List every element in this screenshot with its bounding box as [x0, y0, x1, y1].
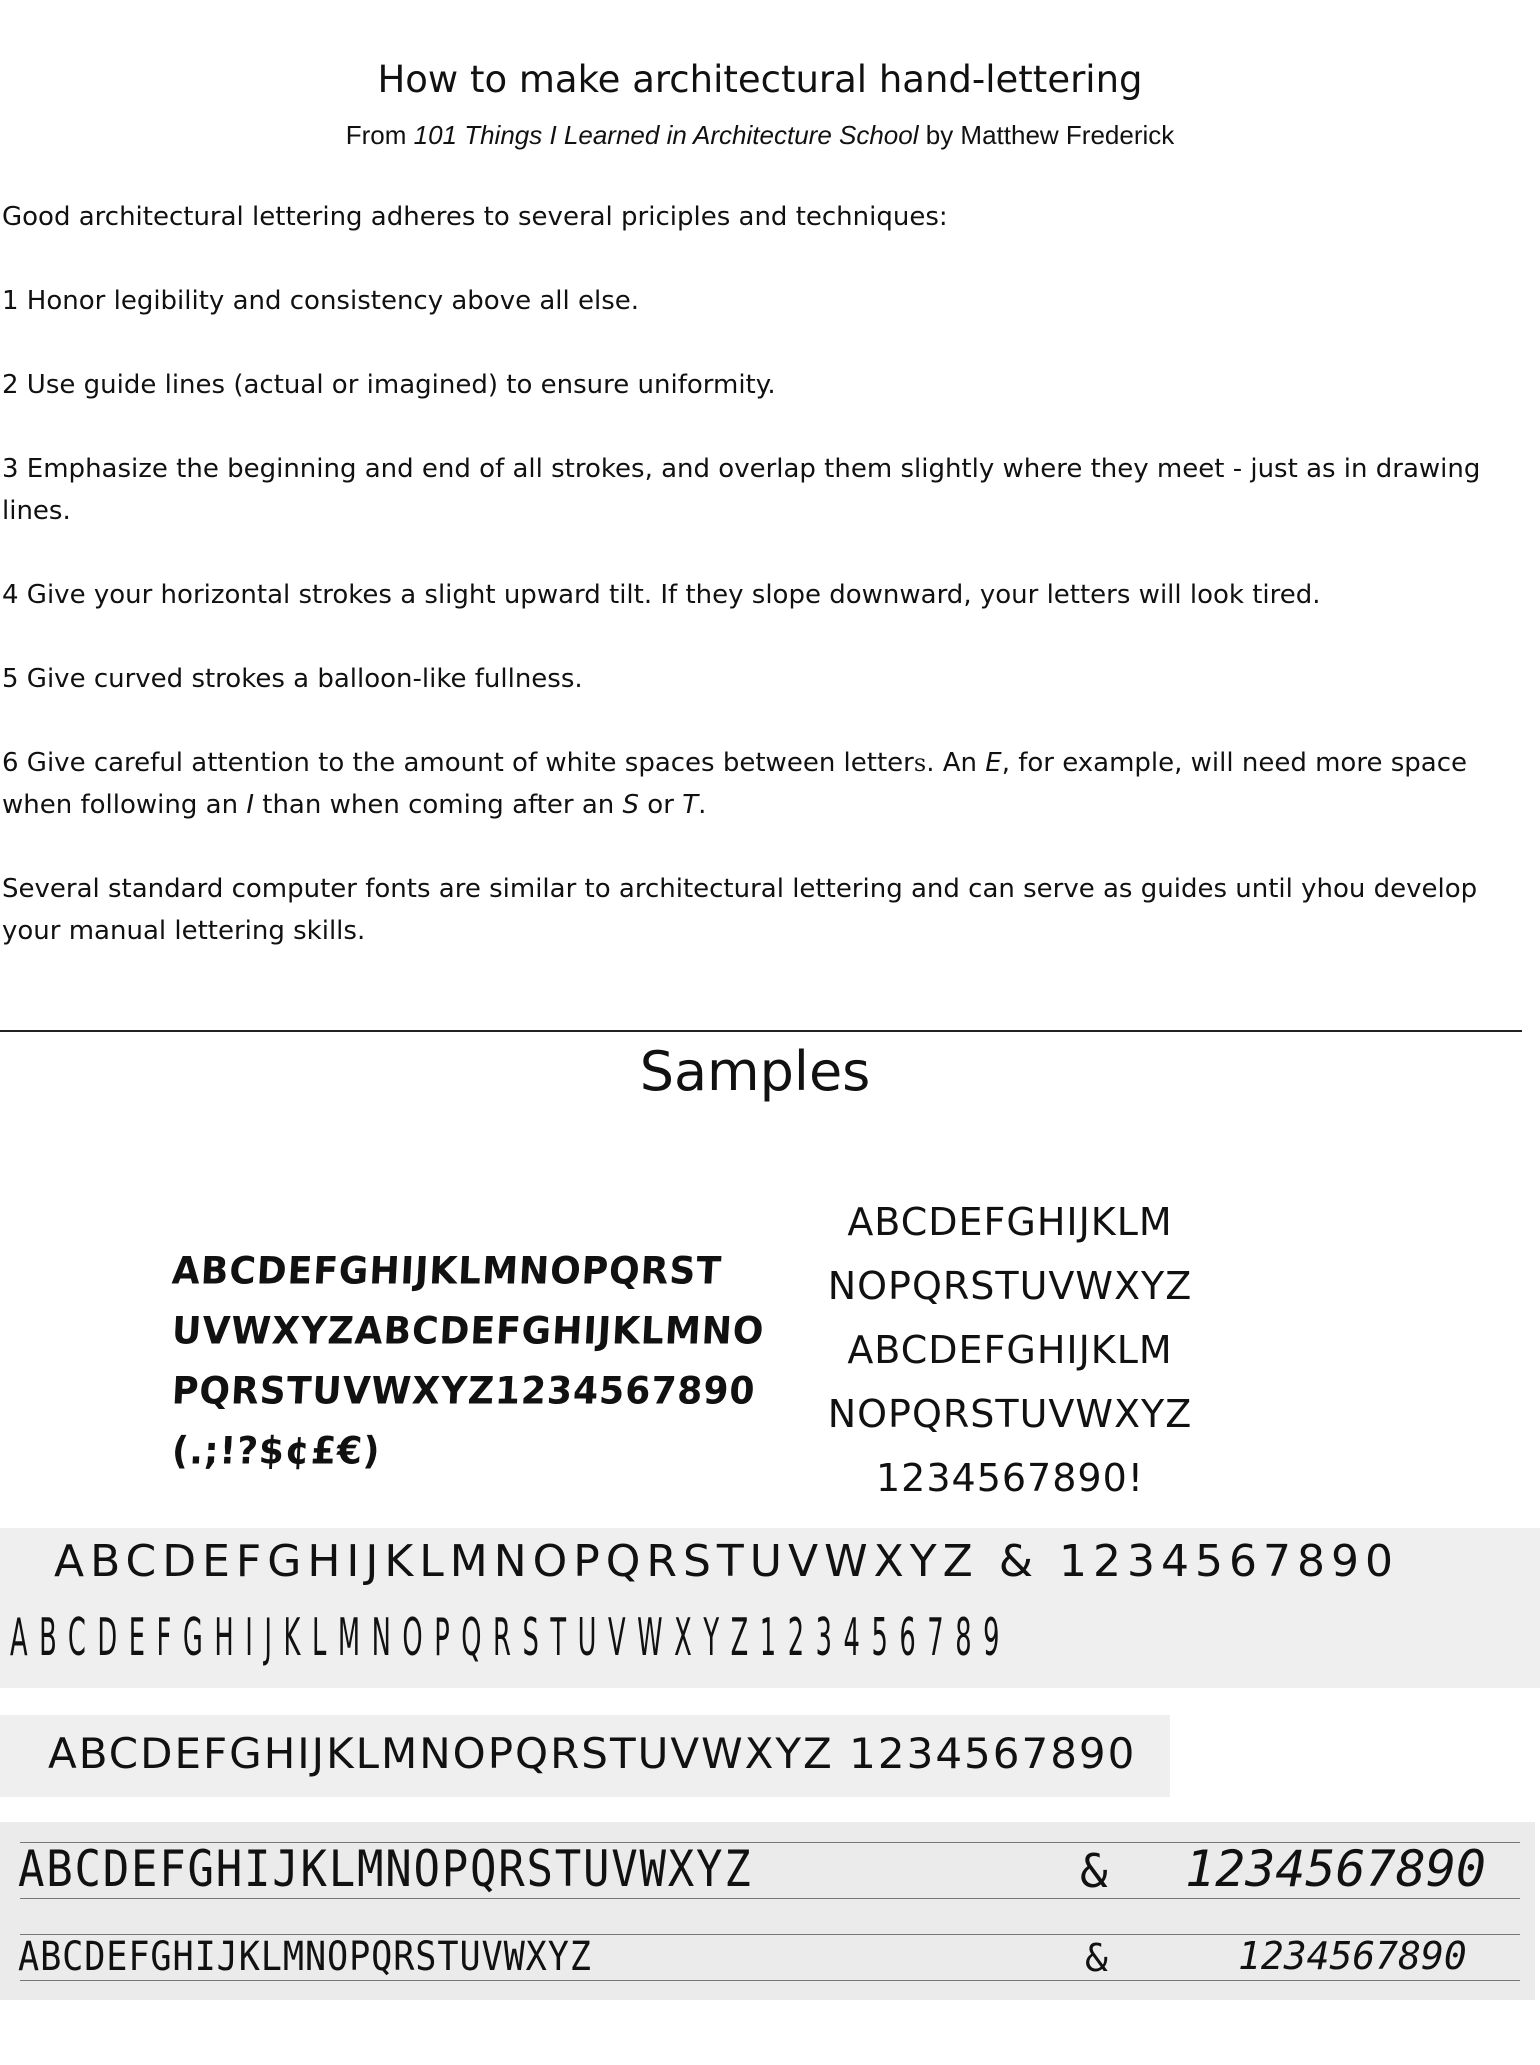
- p6-letter-i: I: [246, 790, 254, 820]
- sample-a-line: UVWXYZABCDEFGHIJKLMNO: [170, 1309, 766, 1353]
- strip3-numbers-1: 1234567890: [1185, 1840, 1487, 1898]
- sample-b-line: 1234567890!: [875, 1456, 1144, 1500]
- samples-heading: Samples: [639, 1040, 871, 1103]
- principle-5: 5 Give curved strokes a balloon-like fullness.: [2, 664, 583, 694]
- p6-text: or: [639, 790, 683, 820]
- sample-b-line: ABCDEFGHIJKLM: [847, 1328, 1173, 1372]
- closing-paragraph: Several standard computer fonts are similar to architectural lettering and can serve as guides until yhou develop your manual lettering skills.: [2, 874, 1478, 946]
- guide-line: [20, 1898, 1520, 1899]
- sample-strip-1: [0, 1528, 1540, 1688]
- guide-line: [20, 1980, 1520, 1981]
- section-divider: [0, 1030, 1522, 1032]
- strip3-line-2: ABCDEFGHIJKLMNOPQRSTUVWXYZ: [18, 1934, 592, 1980]
- body-text: [2, 196, 1502, 994]
- sample-a-line: (.;!?$¢£€): [170, 1429, 382, 1473]
- p6-text: , for example, will need more space when following an: [2, 748, 1467, 820]
- principle-1: 1 Honor legibility and consistency above all else.: [2, 286, 640, 316]
- subtitle-suffix: by Matthew Frederick: [918, 120, 1175, 150]
- sample-a: [172, 1242, 764, 1482]
- principle-4: 4 Give your horizontal strokes a slight upward tilt. If they slope downward, your letters will look tired.: [2, 580, 1321, 610]
- subtitle-prefix: From: [345, 120, 414, 150]
- sample-strip-3: [0, 1822, 1535, 2000]
- sample-a-line: PQRSTUVWXYZ1234567890: [170, 1369, 757, 1413]
- principle-3: 3 Emphasize the beginning and end of all strokes, and overlap them slightly where they meet - just as in drawing lines.: [2, 454, 1481, 526]
- sample-b-line: ABCDEFGHIJKLM: [847, 1200, 1173, 1244]
- strip2-line-1: ABCDEFGHIJKLMNOPQRSTUVWXYZ 1234567890: [48, 1729, 1137, 1778]
- sample-strip-2: [0, 1715, 1170, 1797]
- sample-b: [790, 1190, 1230, 1510]
- page-subtitle: [0, 120, 1520, 151]
- strip1-line-1: ABCDEFGHIJKLMNOPQRSTUVWXYZ & 1234567890: [54, 1536, 1399, 1587]
- p6-letter-s: S: [622, 790, 640, 820]
- p6-text: than when coming after an: [253, 790, 623, 820]
- sample-b-line: NOPQRSTUVWXYZ: [827, 1392, 1193, 1436]
- strip3-numbers-2: 1234567890: [1238, 1934, 1467, 1978]
- p6-text: . An: [926, 748, 986, 778]
- p6-text: 6 Give careful attention to the amount of white spaces between letter: [2, 748, 914, 778]
- p6-s: s: [913, 749, 927, 777]
- strip1-line-2: ABCDEFGHIJKLMNOPQRSTUVWXYZ123456789: [10, 1608, 1012, 1668]
- principle-6: [2, 742, 1502, 826]
- p6-letter-e: E: [985, 748, 1002, 778]
- strip3-line-1: ABCDEFGHIJKLMNOPQRSTUVWXYZ: [18, 1840, 753, 1898]
- strip3-ampersand-1: &: [1080, 1844, 1108, 1898]
- sample-b-line: NOPQRSTUVWXYZ: [827, 1264, 1193, 1308]
- book-title: 101 Things I Learned in Architecture School: [413, 120, 919, 150]
- intro-paragraph: Good architectural lettering adheres to several priciples and techniques:: [2, 202, 948, 232]
- strip3-ampersand-2: &: [1085, 1936, 1108, 1980]
- p6-text: .: [698, 790, 707, 820]
- page-title: How to make architectural hand-lettering: [377, 58, 1143, 101]
- sample-a-line: ABCDEFGHIJKLMNOPQRST: [170, 1249, 723, 1293]
- p6-letter-t: T: [682, 790, 699, 820]
- principle-2: 2 Use guide lines (actual or imagined) to ensure uniformity.: [2, 370, 776, 400]
